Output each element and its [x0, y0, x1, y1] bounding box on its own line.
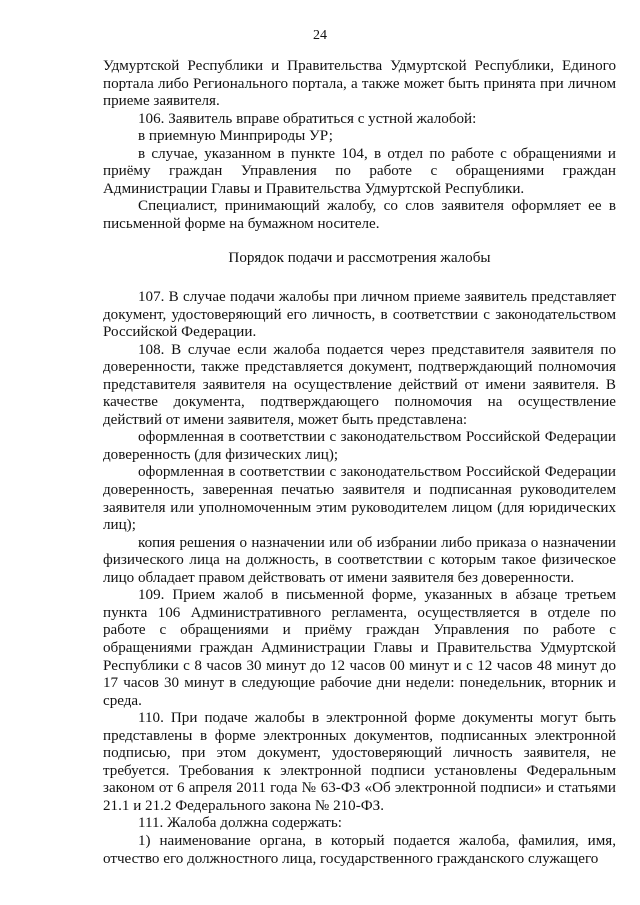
- paragraph-106: 106. Заявитель вправе обратиться с устной жалобой:: [138, 110, 477, 127]
- page-number: 24: [313, 28, 327, 43]
- paragraph-108-item-1: оформленная в соответствии с законодательством Российской Федерации доверенность (для физических лиц);: [103, 429, 616, 463]
- paragraph-111-item-1: 1) наименование органа, в который подается жалоба, фамилия, имя, отчество его должностного лица, государственного гражданского служащего: [103, 832, 616, 867]
- paragraph-109: 109. Прием жалоб в письменной форме, указанных в абзаце третьем пункта 106 Административного регламента, осуществляется в отделе по работе с обращениями и приёму граждан Управления по работе с обращениями граждан Администрации Главы и Правительства Удмуртской Республики с 8 часов 30 минут до 12 часов 00 минут и с 12 часов 48 минут до 17 часов 30 минут в следующие рабочие дни недели: понедельник, вторник и среда.: [103, 587, 616, 709]
- paragraph-106-item-1: в приемную Минприроды УР;: [138, 128, 333, 145]
- paragraph-108: 108. В случае если жалоба подается через представителя заявителя по доверенности, также представляется документ, подтверждающий полномочия представителя заявителя на осуществление действий от имени заявителя. В качестве документа, подтверждающего полномочия на осуществление действий от имени заявителя, может быть представлена:: [103, 341, 616, 428]
- paragraph-106-item-2: в случае, указанном в пункте 104, в отдел по работе с обращениями и приёму граждан Управления по работе с обращениями граждан Администрации Главы и Правительства Удмуртской Республики.: [103, 145, 616, 197]
- paragraph-specialist: Специалист, принимающий жалобу, со слов заявителя оформляет ее в письменной форме на бумажном носителе.: [103, 198, 616, 232]
- paragraph-continuation: Удмуртской Республики и Правительства Удмуртской Республики, Единого портала либо Регионального портала, а также может быть принята при личном приеме заявителя.: [103, 58, 616, 110]
- paragraph-108-item-2: оформленная в соответствии с законодательством Российской Федерации доверенность, заверенная печатью заявителя и подписанная руководителем заявителя или уполномоченным этим руководителем лицом (для юридических лиц);: [103, 464, 616, 534]
- document-body: [103, 58, 616, 868]
- section-heading: Порядок подачи и рассмотрения жалобы: [228, 250, 491, 267]
- paragraph-107: 107. В случае подачи жалобы при личном приеме заявитель представляет документ, удостоверяющий его личность, в соответствии с законодательством Российской Федерации.: [103, 289, 616, 341]
- paragraph-108-item-3: копия решения о назначении или об избрании либо приказа о назначении физического лица на должность, в соответствии с которым такое физическое лицо обладает правом действовать от имени заявителя без доверенности.: [103, 534, 616, 586]
- paragraph-110: 110. При подаче жалобы в электронной форме документы могут быть представлены в форме электронных документов, подписанных электронной подписью, при этом документ, удостоверяющий личность заявителя, не требуется. Требования к электронной подписи установлены Федеральным законом от 6 апреля 2011 года № 63-ФЗ «Об электронной подписи» и статьями 21.1 и 21.2 Федерального закона № 210-ФЗ.: [103, 710, 616, 814]
- paragraph-111: 111. Жалоба должна содержать:: [138, 815, 342, 832]
